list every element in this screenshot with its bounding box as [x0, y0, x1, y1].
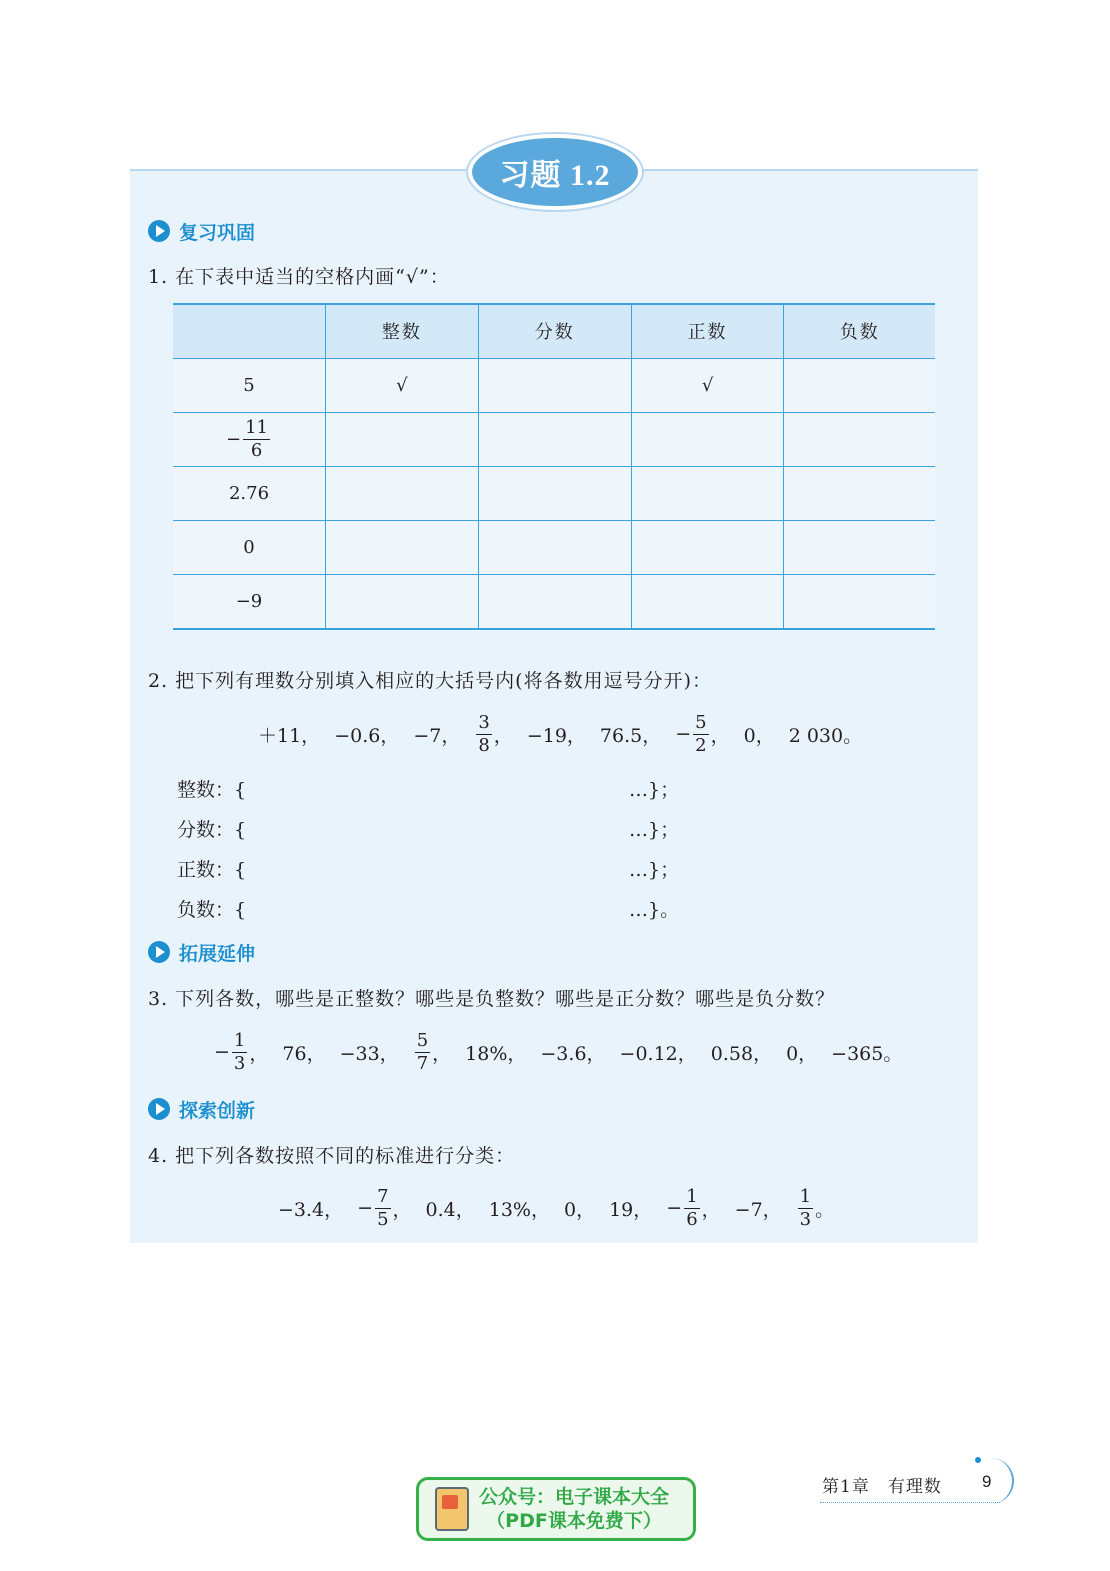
denominator: 7	[416, 1052, 429, 1074]
fraction	[684, 1186, 699, 1231]
watermark-line-2: （PDF课本免费下）	[486, 1510, 662, 1532]
section-explore-label: 探索创新	[179, 1099, 256, 1122]
number: 2 030。	[788, 724, 863, 747]
number: ＋11，	[258, 724, 321, 747]
question-4: 4. 把下列各数按照不同的标准进行分类：	[148, 1145, 516, 1167]
header-corner	[173, 304, 326, 358]
check-cell[interactable]	[631, 466, 784, 520]
number: 76.5，	[599, 724, 662, 747]
check-cell[interactable]	[631, 412, 784, 466]
check-cell[interactable]	[478, 575, 631, 629]
punct: ，	[710, 724, 730, 747]
brace-label: 整数：{	[177, 779, 247, 801]
check-cell[interactable]	[326, 575, 479, 629]
fraction	[476, 712, 491, 757]
q4-number-list	[278, 1182, 834, 1234]
table-header-row	[173, 304, 935, 358]
section-explore	[148, 1096, 255, 1122]
fraction-number	[214, 1030, 268, 1075]
classification-table	[173, 303, 935, 630]
table-row	[173, 412, 935, 466]
table-row	[173, 358, 935, 412]
row-value: −9	[235, 591, 263, 613]
row-value	[173, 412, 326, 466]
denominator: 6	[250, 439, 263, 461]
brace-label: 分数：{	[177, 819, 247, 841]
number: 13%，	[488, 1198, 550, 1221]
brace-end: …}；	[629, 859, 680, 881]
row-value: 2.76	[228, 482, 270, 504]
page-dot-decoration	[975, 1457, 981, 1463]
header-fraction: 分数	[478, 304, 631, 358]
fraction-sign: −	[675, 723, 692, 745]
fraction-number	[796, 1186, 834, 1231]
check-cell[interactable]	[784, 412, 935, 466]
section-extend	[148, 939, 255, 965]
check-cell[interactable]: √	[326, 358, 479, 412]
numerator: 1	[233, 1029, 246, 1051]
fraction-number	[675, 712, 729, 757]
question-3: 3. 下列各数，哪些是正整数？哪些是负整数？哪些是正分数？哪些是负分数？	[148, 988, 836, 1010]
numerator: 5	[416, 1029, 429, 1051]
section-extend-label: 拓展延伸	[179, 942, 256, 965]
punct: ，	[701, 1198, 721, 1221]
fraction	[693, 712, 708, 757]
play-icon	[148, 941, 170, 963]
fraction-number	[413, 1030, 451, 1075]
brace-end: …}。	[629, 899, 680, 921]
header-integer: 整数	[326, 304, 479, 358]
brace-label: 正数：{	[177, 859, 247, 881]
check-cell[interactable]	[478, 412, 631, 466]
numerator: 7	[377, 1185, 389, 1207]
table-row	[173, 575, 935, 629]
check-cell[interactable]	[478, 521, 631, 575]
punct: ，	[249, 1042, 269, 1065]
check-cell[interactable]	[326, 412, 479, 466]
table-row	[173, 521, 935, 575]
watermark-line-1: 公众号：电子课本大全	[479, 1486, 670, 1508]
section-review-label: 复习巩固	[179, 221, 256, 244]
chapter-label: 第1章 有理数	[822, 1477, 942, 1497]
question-2: 2. 把下列有理数分别填入相应的大括号内(将各数用逗号分开)：	[148, 670, 712, 692]
denominator: 6	[686, 1208, 698, 1230]
check-cell[interactable]	[326, 521, 479, 575]
numerator: 1	[799, 1185, 812, 1207]
denominator: 8	[478, 734, 490, 756]
number: −3.4，	[278, 1198, 344, 1221]
check-cell[interactable]	[784, 358, 935, 412]
number: −0.6，	[334, 724, 400, 747]
number: 0，	[786, 1042, 818, 1065]
number: 0，	[743, 724, 775, 747]
fraction	[375, 1186, 390, 1231]
number: −0.12，	[619, 1042, 697, 1065]
q3-number-list	[214, 1026, 902, 1078]
brace-end: …}；	[629, 819, 680, 841]
denominator: 2	[695, 734, 707, 756]
fraction-number	[357, 1186, 411, 1231]
number: −365。	[831, 1042, 903, 1065]
q2-number-list	[258, 708, 862, 760]
brace-label: 负数：{	[177, 899, 247, 921]
punct: 。	[815, 1198, 835, 1221]
punct: ，	[392, 1198, 412, 1221]
fraction	[798, 1186, 813, 1231]
header-positive: 正数	[631, 304, 784, 358]
check-cell[interactable]	[631, 521, 784, 575]
number: −7，	[734, 1198, 782, 1221]
fraction-sign: −	[666, 1197, 683, 1219]
brace-row-positive	[177, 855, 697, 885]
denominator: 3	[233, 1052, 246, 1074]
brace-end: …}；	[629, 779, 680, 801]
check-cell[interactable]	[478, 466, 631, 520]
check-cell[interactable]	[478, 358, 631, 412]
check-cell[interactable]: √	[631, 358, 784, 412]
number: 0.4，	[425, 1198, 475, 1221]
number: 19，	[609, 1198, 653, 1221]
fraction-sign: −	[214, 1041, 230, 1063]
fraction	[415, 1030, 430, 1075]
numerator: 11	[245, 416, 268, 438]
fraction	[232, 1030, 247, 1075]
numerator: 5	[695, 711, 707, 733]
number: 0，	[563, 1198, 596, 1221]
fraction-sign: −	[357, 1197, 374, 1219]
punct: ，	[493, 724, 513, 747]
watermark-text	[479, 1485, 669, 1533]
number: 0.58，	[710, 1042, 773, 1065]
punct: ，	[432, 1042, 452, 1065]
number: −3.6，	[540, 1042, 606, 1065]
exercise-title: 习题 1.2	[472, 138, 638, 206]
brace-row-fraction	[177, 815, 697, 845]
row-value: 5	[243, 374, 255, 396]
number: −33，	[339, 1042, 399, 1065]
check-cell[interactable]	[326, 466, 479, 520]
numerator: 1	[686, 1185, 698, 1207]
brace-row-integer	[177, 775, 697, 805]
denominator: 5	[377, 1208, 389, 1230]
check-cell[interactable]	[784, 575, 935, 629]
brace-row-negative	[177, 895, 697, 925]
fraction-number	[666, 1186, 720, 1231]
row-value: 0	[243, 537, 255, 559]
question-1: 1. 在下表中适当的空格内画“√”：	[148, 266, 450, 288]
fraction	[243, 417, 270, 462]
play-icon	[148, 1098, 170, 1120]
table-row	[173, 466, 935, 520]
page-number: 9	[982, 1472, 992, 1491]
number: −19，	[526, 724, 586, 747]
check-cell[interactable]	[784, 466, 935, 520]
check-cell[interactable]	[784, 521, 935, 575]
play-icon	[148, 220, 170, 242]
check-cell[interactable]	[631, 575, 784, 629]
numerator: 3	[478, 711, 490, 733]
number: 76，	[282, 1042, 326, 1065]
book-icon	[435, 1487, 469, 1531]
number: −7，	[413, 724, 461, 747]
fraction-number	[474, 712, 512, 757]
denominator: 3	[799, 1208, 812, 1230]
header-negative: 负数	[784, 304, 935, 358]
section-review	[148, 218, 255, 244]
watermark-badge	[416, 1477, 696, 1541]
number: 18%，	[465, 1042, 527, 1065]
fraction-sign: −	[226, 428, 242, 450]
